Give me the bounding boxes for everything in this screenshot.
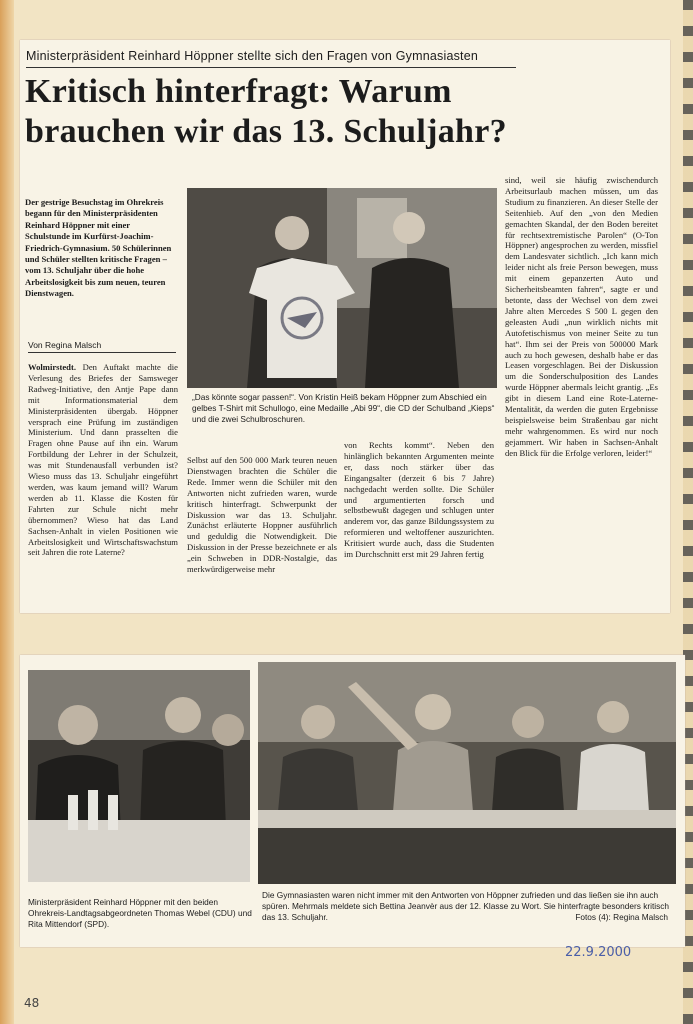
headline-line-1: Kritisch hinterfragt: Warum [25, 73, 452, 110]
caption-students-text: Die Gymnasiasten waren nicht immer mit den Antworten von Höppner zufrieden und das ließen sie ihn auch spüren. Mehrmals meldete sich Bettina Jeanvèr aus der 12. Klasse zu Wort. Sie hinterfragte besonders kritisch das 13. Schuljahr. [262, 890, 670, 922]
headline-line-2: brauchen wir das 13. Schuljahr? [25, 113, 507, 150]
article-headline [25, 72, 665, 152]
text-column-3: von Rechts kommt“. Neben den hinlänglich bekannten Argumenten meinte er, dass noch stärker über das Eingangsalter (derzeit 6 bis 7 Jahre) nachgedacht werden sollte. Die Schüler und argumentierten forsch und selbstbewußt dagegen und schlugen unter anderem vor, das ganze Bildungssystem zu reformieren und weltoffener auszurichten. Kritisiert wurde auch, dass die Studenten im Durchschnitt erst mit 29 Jahren fertig [344, 440, 494, 560]
photo-students-illustration [258, 662, 676, 884]
page-number: 48 [24, 996, 40, 1010]
photo-tshirt-illustration [187, 188, 497, 388]
photo-tshirt-handover [187, 188, 497, 388]
text-column-4: sind, weil sie häufig zwischendurch Arbeitsurlaub machen müssen, um das Studium zu finanzieren. An dieser Stelle der Seitenhieb. Auf den „von den Medien gemachten Skandal, der den Boden bereitet für rechtsextremistische Parolen“ (O-Ton Höppner) angesprochen zu werden, missfiel dem Landesvater sichtlich. „Ich kann mich leider nicht als freie Person bewegen, muss mit einem gepanzerten Auto und Sicherheitsbeamten fahren“, sagte er und betonte, dass der Wechsel von dem zwei Jahre alten Mercedes S 500 L gegen den geleasten Audi „nun wirklich nichts mit Autofetischismus von meiner Seite zu tun hat“. Ihm sei der Preis von 500000 Mark auch zu hoch gewesen, deshalb habe er das Leasen vorgeschlagen. Bei der Diskussion um die Sonderschulposition des Landes wurde Höppner abermals leicht grantig. „Es gibt in diesem Land eine Rote-Laterne-Mentalität, da werden die guten Ergebnisse beispielsweise beim Straßenbau gar nicht mehr wahrgenommen. Es wird nur noch gejammert. Wir haben in Sachsen-Anhalt den Blick für die Erfolge verloren, leider!“ [505, 175, 658, 458]
column-1-body: Den Auftakt machte die Verlesung des Briefes der Samsweger Radweg-Initiative, den Antje Pape dann mit Informationsmaterial dem Ministerpräsidenten übergab. Höppner versprach eine Prüfung im zuständigen Ministerium. Und dann prasselten die Fragen ohne Pause auf ihn ein. Warum Fortbildung der Lehrer in der Schulzeit, was mit Stundenausfall verbunden ist? Wieso muss das 13. Schuljahr eingeführt werden, was kaum jemand will? Warum werden ab 11. Klasse die Kosten für Fahrten zur Schule nicht mehr übernommen? Wieso hat das Land Sachsen-Anhalt in vielen Positionen wie Arbeitslosigkeit und Wirtschaftswachstum seit Jahren die rote Laterne? [28, 362, 178, 558]
photo-politicians-illustration [28, 670, 250, 882]
photo-credit: Fotos (4): Regina Malsch [575, 912, 668, 922]
album-binding [0, 0, 14, 1024]
photo-politicians [28, 670, 250, 882]
text-column-2: Selbst auf den 500 000 Mark teuren neuen Dienstwagen brachten die Schüler die Rede. Immer wenn die Schüler mit den Antworten nicht zufrieden waren, wurde kritisch hinterfragt. Schwerpunkt der Diskussion war das 13. Schuljahr. Zunächst erläuterte Hoppner ausführlich und geduldig die Notwendigkeit. Die Diskussion in der Presse bezeichnete er als „ein Schweben in DDR-Nostalgie, das merkwürdigerweise mehr [187, 455, 337, 575]
caption-main-photo: „Das könnte sogar passen!“. Von Kristin Heiß bekam Höppner zum Abschied ein gelbes T-Shirt mit Schullogo, eine Medaille „Abi 99“, die CD der Schulband „Kieps“ und die zwei Schulbroschuren. [192, 392, 495, 424]
handwritten-date: 22.9.2000 [565, 945, 632, 960]
article-kicker: Ministerpräsident Reinhard Höppner stellte sich den Fragen von Gymnasiasten [26, 49, 479, 63]
byline-rule [28, 352, 176, 353]
article-lead: Der gestrige Besuchstag im Ohrekreis begann für den Ministerpräsidenten Reinhard Höppner mit einer Schulstunde im Kurfürst-Joachim-Friedrich-Gymnasium. 50 Schülerinnen und Schüler stellten kritische Fragen – vom 13. Schuljahr über die hohe Arbeitslosigkeit bis zum neuen, teuren Dienstwagen. [25, 197, 172, 299]
text-column-1 [28, 362, 178, 558]
caption-students [262, 890, 680, 923]
photo-students [258, 662, 676, 884]
article-byline: Von Regina Malsch [28, 340, 102, 350]
caption-politicians: Ministerpräsident Reinhard Höppner mit den beiden Ohrekreis-Landtagsabgeordneten Thomas Webel (CDU) und Rita Mittendorf (SPD). [28, 897, 252, 929]
kicker-rule [26, 67, 516, 68]
dateline: Wolmirstedt. [28, 362, 76, 372]
